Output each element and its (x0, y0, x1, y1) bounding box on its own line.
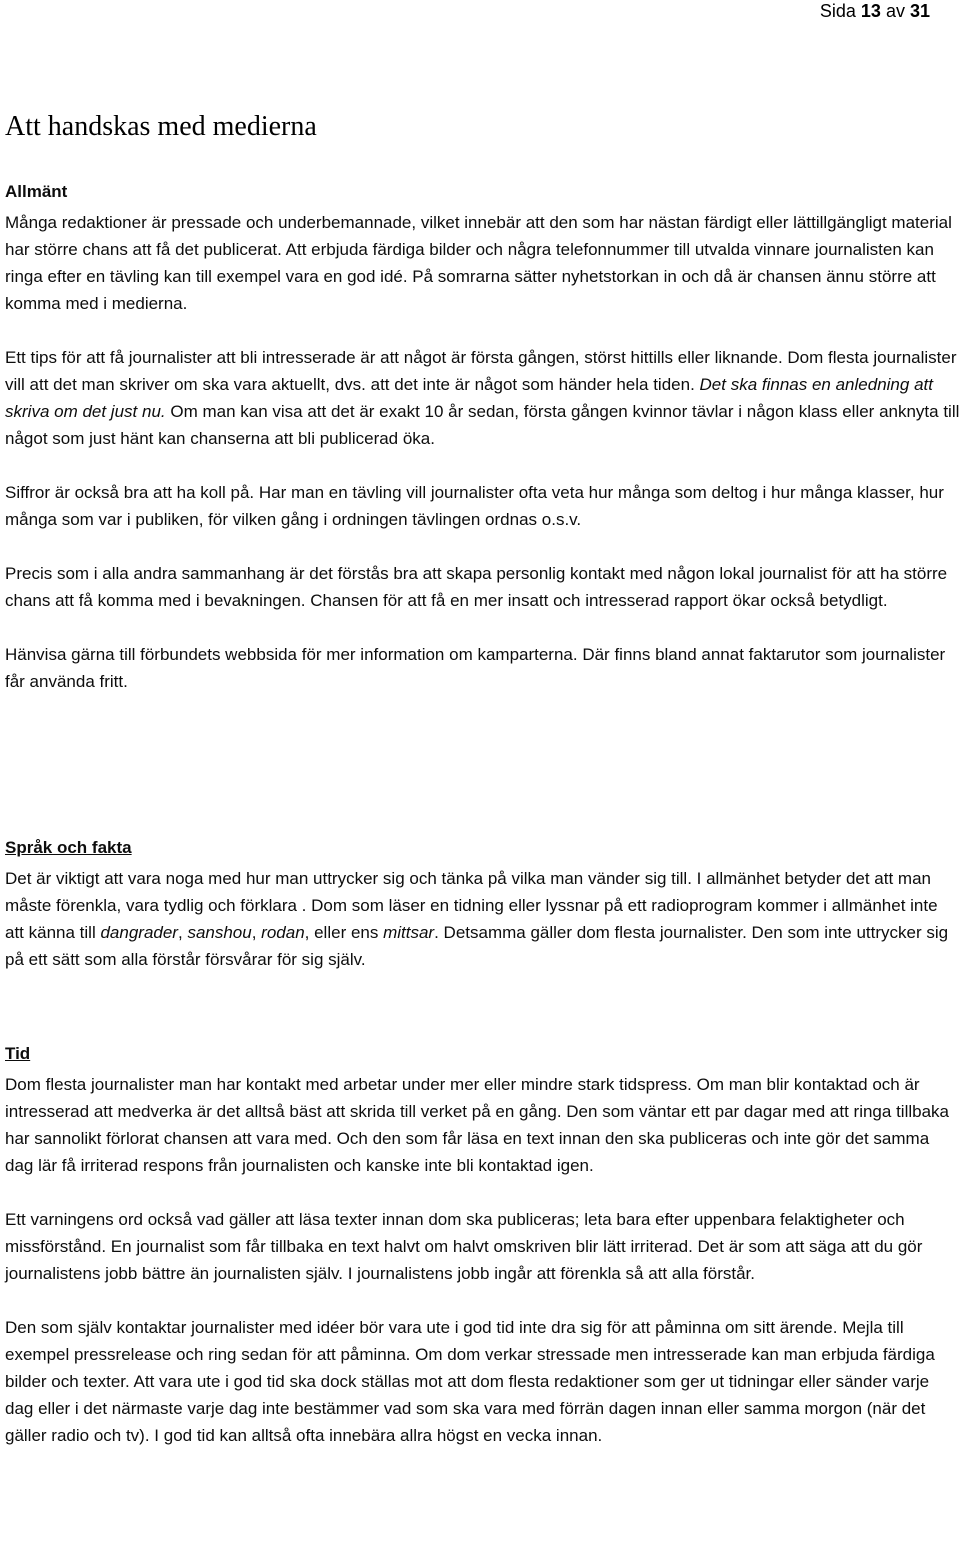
paragraph: Den som själv kontaktar journalister med idéer bör vara ute i god tid inte dra sig för att påminna om sitt ärende. Mejla till exempel pressrelease och ring sedan för att påminna. Om dom verkar stressade men intresserade kan man erbjuda färdiga bilder och texter. Att vara ute i god tid ska dock ställas mot att dom flesta redaktioner som ger ut tidningar eller sänder varje dag eller i det närmaste varje dag inte bestämmer vad som ska vara med förrän dagen innan eller samma morgon (när det gäller radio och tv). I god tid kan alltså ofta innebära allra högst en vecka innan. (5, 1318, 935, 1445)
text-run: Det är viktigt att vara noga med hur man uttrycker sig och tänka på vilka man vänder sig till. I allmänhet betyder det att man måste förenkla, vara tydlig och förklara . Dom som läser en tidning eller lyssnar på ett radioprogram kommer i allmänhet inte att känna till (5, 869, 938, 942)
paragraph (5, 344, 960, 452)
paragraph: Hänvisa gärna till förbundets webbsida för mer information om kamparterna. Där finns bland annat faktarutor som journalister får använda fritt. (5, 645, 946, 691)
text-run: Ett tips för att få journalister att bli intresserade är att något är första gången, störst hittills eller liknande. Dom flesta journalister vill att det man skriver om ska vara aktuellt, dvs. att det inte är något som händer hela tiden. (5, 348, 957, 394)
page-prefix: Sida (819, 1, 856, 21)
paragraph: Siffror är också bra att ha koll på. Har man en tävling vill journalister ofta veta hur många som deltog i hur många klasser, hur många som var i publiken, för vilken gång i ordningen tävlingen ordnas o.s.v. (5, 483, 944, 529)
document-title: Att handskas med medierna (5, 111, 317, 142)
paragraph: Många redaktioner är pressade och underbemannade, vilket innebär att den som har nästan färdigt eller lättillgängligt material har större chans att få det publicerat. Att erbjuda färdiga bilder och några telefonnummer till utvalda vinnare journalisten kan ringa efter en tävling kan till exempel vara en god idé. På somrarna sätter nyhetstorkan in och då är chansen ännu större att komma med i medierna. (5, 213, 952, 313)
page-sep: av (885, 1, 905, 21)
paragraph: Ett varningens ord också vad gäller att läsa texter innan dom ska publiceras; leta bara efter uppenbara felaktigheter och missförstånd. En journalist som får tillbaka en text halvt om halvt omskriven blir lätt irriterad. Det är som att säga att du gör journalistens jobb bättre än journalisten själv. I journalistens jobb ingår att förenkla så att alla förstår. (5, 1210, 923, 1283)
section-tid (5, 1040, 960, 1449)
text-run: . Detsamma gäller dom flesta journalister. Den som inte uttrycker sig på ett sätt som alla förstår försvårar för sig själv. (5, 923, 949, 969)
section-heading-tid: Tid (5, 1044, 31, 1063)
paragraph: Det är viktigt att vara noga med hur man uttrycker sig och tänka på vilka man vänder sig till. I allmänhet betyder det att man måste förenkla, vara tydlig och förklara . Dom som läser en tidning eller lyssnar på ett radioprogram kommer i allmänhet inte att känna till dangrader, sanshou, rodan, eller ens mittsar. Detsamma gäller dom flesta journalister. Den som inte uttrycker sig på ett sätt som alla förstår försvårar för sig själv. (5, 869, 949, 969)
page-current: 13 (860, 1, 881, 21)
page-total: 31 (909, 1, 930, 21)
section-heading-allmant: Allmänt (5, 182, 68, 201)
term: sanshou (187, 923, 252, 942)
text-run: Om man kan visa att det är exakt 10 år sedan, första gången kvinnor tävlar i någon klass eller anknyta till något som just hänt kan chanserna att bli publicerad öka. (5, 402, 960, 448)
emphasis-text: Det ska finnas en anledning att skriva om det just nu. (5, 375, 933, 421)
term: rodan (261, 923, 305, 942)
term: mittsar (383, 923, 435, 942)
term: dangrader (100, 923, 178, 942)
text-run: , eller ens (304, 923, 379, 942)
page-number (820, 0, 930, 22)
paragraph: Precis som i alla andra sammanhang är det förstås bra att skapa personlig kontakt med någon lokal journalist för att ha större chans att få komma med i bevakningen. Chansen för att få en mer insatt och intresserad rapport ökar också betydligt. (5, 564, 948, 610)
section-allmant (5, 178, 960, 695)
paragraph: Dom flesta journalister man har kontakt med arbetar under mer eller mindre stark tidspress. Om man blir kontaktad och är intresserad att medverka är det alltså bäst att skrida till verket på en gång. Den som väntar ett par dagar med att ringa tillbaka har sannolikt förlorat chansen att vara med. Och den som får läsa en text innan den ska publiceras och inte gör det samma dag lär få irriterad respons från journalisten och kanske inte bli kontaktad igen. (5, 1075, 949, 1175)
section-sprak (5, 834, 960, 973)
section-heading-sprak: Språk och fakta (5, 838, 132, 857)
